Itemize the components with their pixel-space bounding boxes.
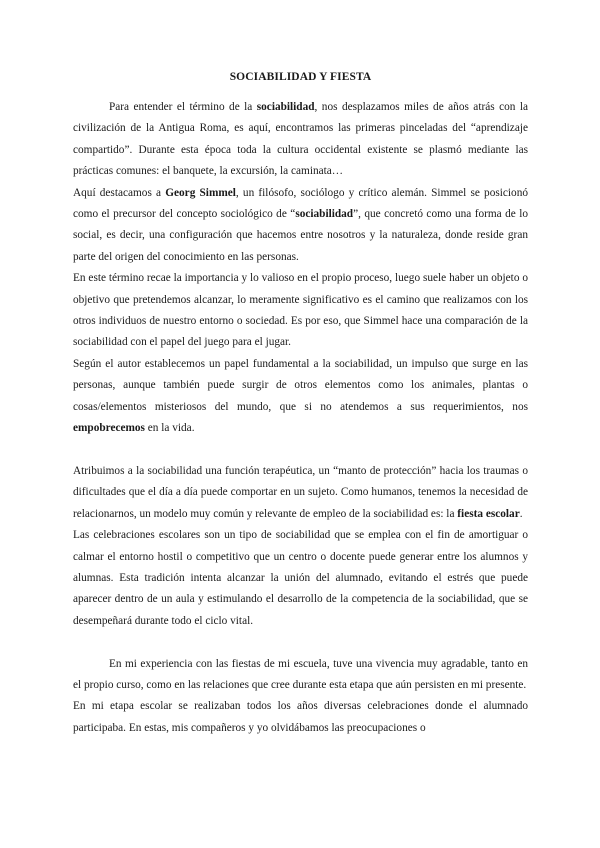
paragraph-gap [73,632,528,653]
bold-term: sociabilidad [256,101,315,113]
paragraph-gap [73,440,528,461]
text-run: Para entender el término de la [109,101,257,113]
text-run: En mi experiencia con las fiestas de mi escuela, tuve una vivencia muy agradable, tanto en el propio curso, como en las relaciones que cree durante esta etapa que aún persisten en mi presente. [73,657,528,691]
paragraph-p8 [73,696,528,739]
text-run: Aquí destacamos a [73,186,166,199]
paragraph-p4 [73,354,528,440]
bold-term: empobrecemos [73,422,145,435]
title-spacer [73,83,528,97]
bold-term: sociabilidad [295,208,354,221]
page-title: SOCIABILIDAD Y FIESTA [229,71,372,83]
text-run: Atribuimos a la sociabilidad una función terapéutica, un “manto de protección” hacia los traumas o dificultades que el día a día puede comportar en un sujeto. Como humanos, tenemos la necesidad de relacionarnos, un modelo muy común y relevante de empleo de la sociabilidad es: la [73,464,528,520]
bold-term: fiesta escolar [457,507,520,520]
paragraph-p7 [73,654,528,697]
document-body [73,97,528,739]
paragraph-p3 [73,268,528,354]
paragraph-p6 [73,525,528,632]
bold-term: Georg Simmel [165,186,236,199]
text-run: Las celebraciones escolares son un tipo de sociabilidad que se emplea con el fin de amortiguar o calmar el entorno hostil o competitivo que un centro o docente puede generar entre los alumnos y alumnas. Esta tradición intenta alcanzar la unión del alumnado, evitando el estrés que puede aparecer dentro de un aula y estimulando el desarrollo de la competencia de la sociabilidad, que se desempeñará durante todo el ciclo vital. [73,529,528,627]
text-run: En mi etapa escolar se realizaban todos los años diversas celebraciones donde el alumnado participaba. En estas, mis compañeros y yo olvidábamos las preocupaciones o [73,700,528,734]
text-run: en la vida. [144,422,195,435]
text-run: , nos desplazamos miles de años atrás con la civilización de la Antigua Roma, es aquí, encontramos las primeras pinceladas del “aprendizaje compartido”. Durante esta época toda la cultura occidental existente se plasmó mediante las prácticas comunes: el banquete, la excursión, la caminata… [73,101,528,178]
text-run: ”, que concretó como una forma de lo social, es decir, una configuración que hacemos entre nosotros y la naturaleza, donde reside gran parte del origen del conocimiento en las personas. [73,208,529,263]
paragraph-p5 [73,461,528,525]
text-run: , un filósofo, sociólogo y crítico alemán. Simmel se posicionó como el precursor del concepto sociológico de “ [73,186,528,221]
text-run: . [519,507,523,520]
text-run: Según el autor establecemos un papel fundamental a la sociabilidad, un impulso que surge en las personas, aunque también puede surgir de otros elementos como los animales, plantas o cosas/elementos misteriosos del mundo, que si no atendemos a sus requerimientos, nos [73,357,528,413]
paragraph-p2 [73,183,528,269]
paragraph-p1 [73,97,528,183]
text-run: En este término recae la importancia y lo valioso en el propio proceso, luego suele haber un objeto o objetivo que pretendemos alcanzar, lo meramente significativo es el camino que realizamos con los otros individuos de nuestro entorno o sociedad. Es por eso, que Simmel hace una comparación de la sociabilidad con el papel del juego para el jugar. [73,272,528,349]
